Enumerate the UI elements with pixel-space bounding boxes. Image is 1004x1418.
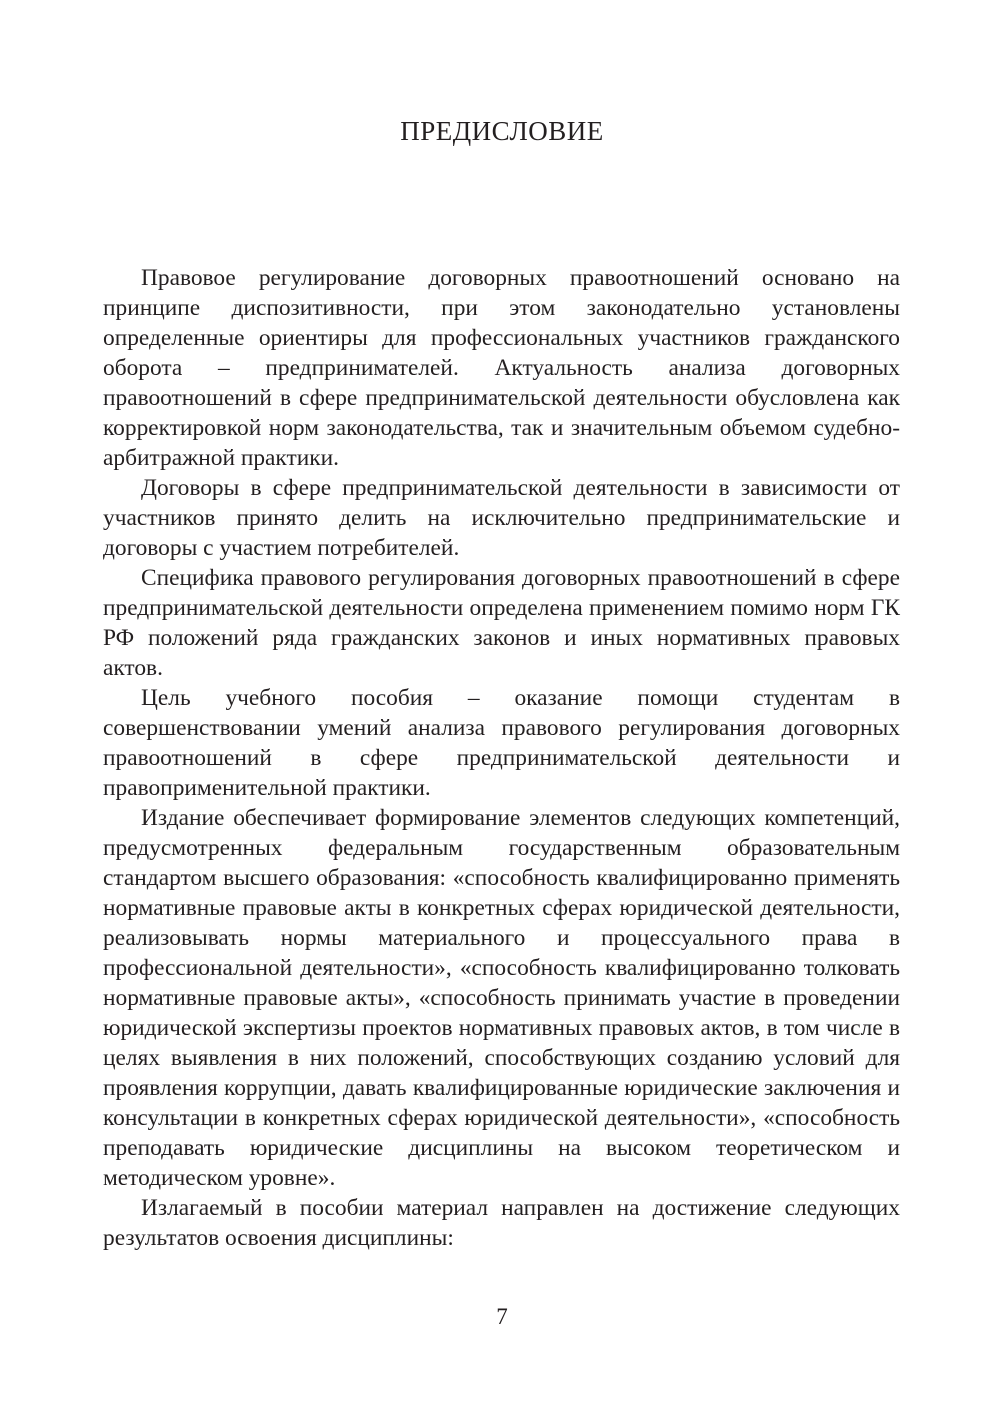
preface-body <box>103 263 900 1253</box>
paragraph-4: Цель учебного пособия – оказание помощи студентам в совершенствовании умений анализа правового регулирования договорных правоотношений в сфере предпринимательской деятельности и правоприменительной практики. <box>103 685 900 801</box>
page-number: 7 <box>496 1304 508 1329</box>
paragraph-1: Правовое регулирование договорных правоотношений основано на принципе диспозитивности, при этом законодательно установлены определенные ориентиры для профессиональных участников гражданского оборота – предпринимателей. Актуальность анализа договорных правоотношений в сфере предпринимательской деятельности обусловлена как корректировкой норм законодательства, так и значительным объемом судебно-арбитражной практики. <box>103 265 900 471</box>
paragraph-6: Излагаемый в пособии материал направлен на достижение следующих результатов освоения дисциплины: <box>103 1195 900 1251</box>
paragraph-3: Специфика правового регулирования договорных правоотношений в сфере предпринимательской деятельности определена применением помимо норм ГК РФ положений ряда гражданских законов и иных нормативных правовых актов. <box>103 565 900 681</box>
paragraph-5: Издание обеспечивает формирование элементов следующих компетенций, предусмотренных федеральным государственным образовательным стандартом высшего образования: «способность квалифицированно применять нормативные правовые акты в конкретных сферах юридической деятельности, реализовывать нормы материального и процессуального права в профессиональной деятельности», «способность квалифицированно толковать нормативные правовые акты», «способность принимать участие в проведении юридической экспертизы проектов нормативных правовых актов, в том числе в целях выявления в них положений, способствующих созданию условий для проявления коррупции, давать квалифицированные юридические заключения и консультации в конкретных сферах юридической деятельности», «способность преподавать юридические дисциплины на высоком теоретическом и методическом уровне». <box>103 805 900 1191</box>
paragraph-2: Договоры в сфере предпринимательской деятельности в зависимости от участников принято делить на исключительно предпринимательские и договоры с участием потребителей. <box>103 475 900 561</box>
page-title: ПРЕДИСЛОВИЕ <box>400 116 604 146</box>
